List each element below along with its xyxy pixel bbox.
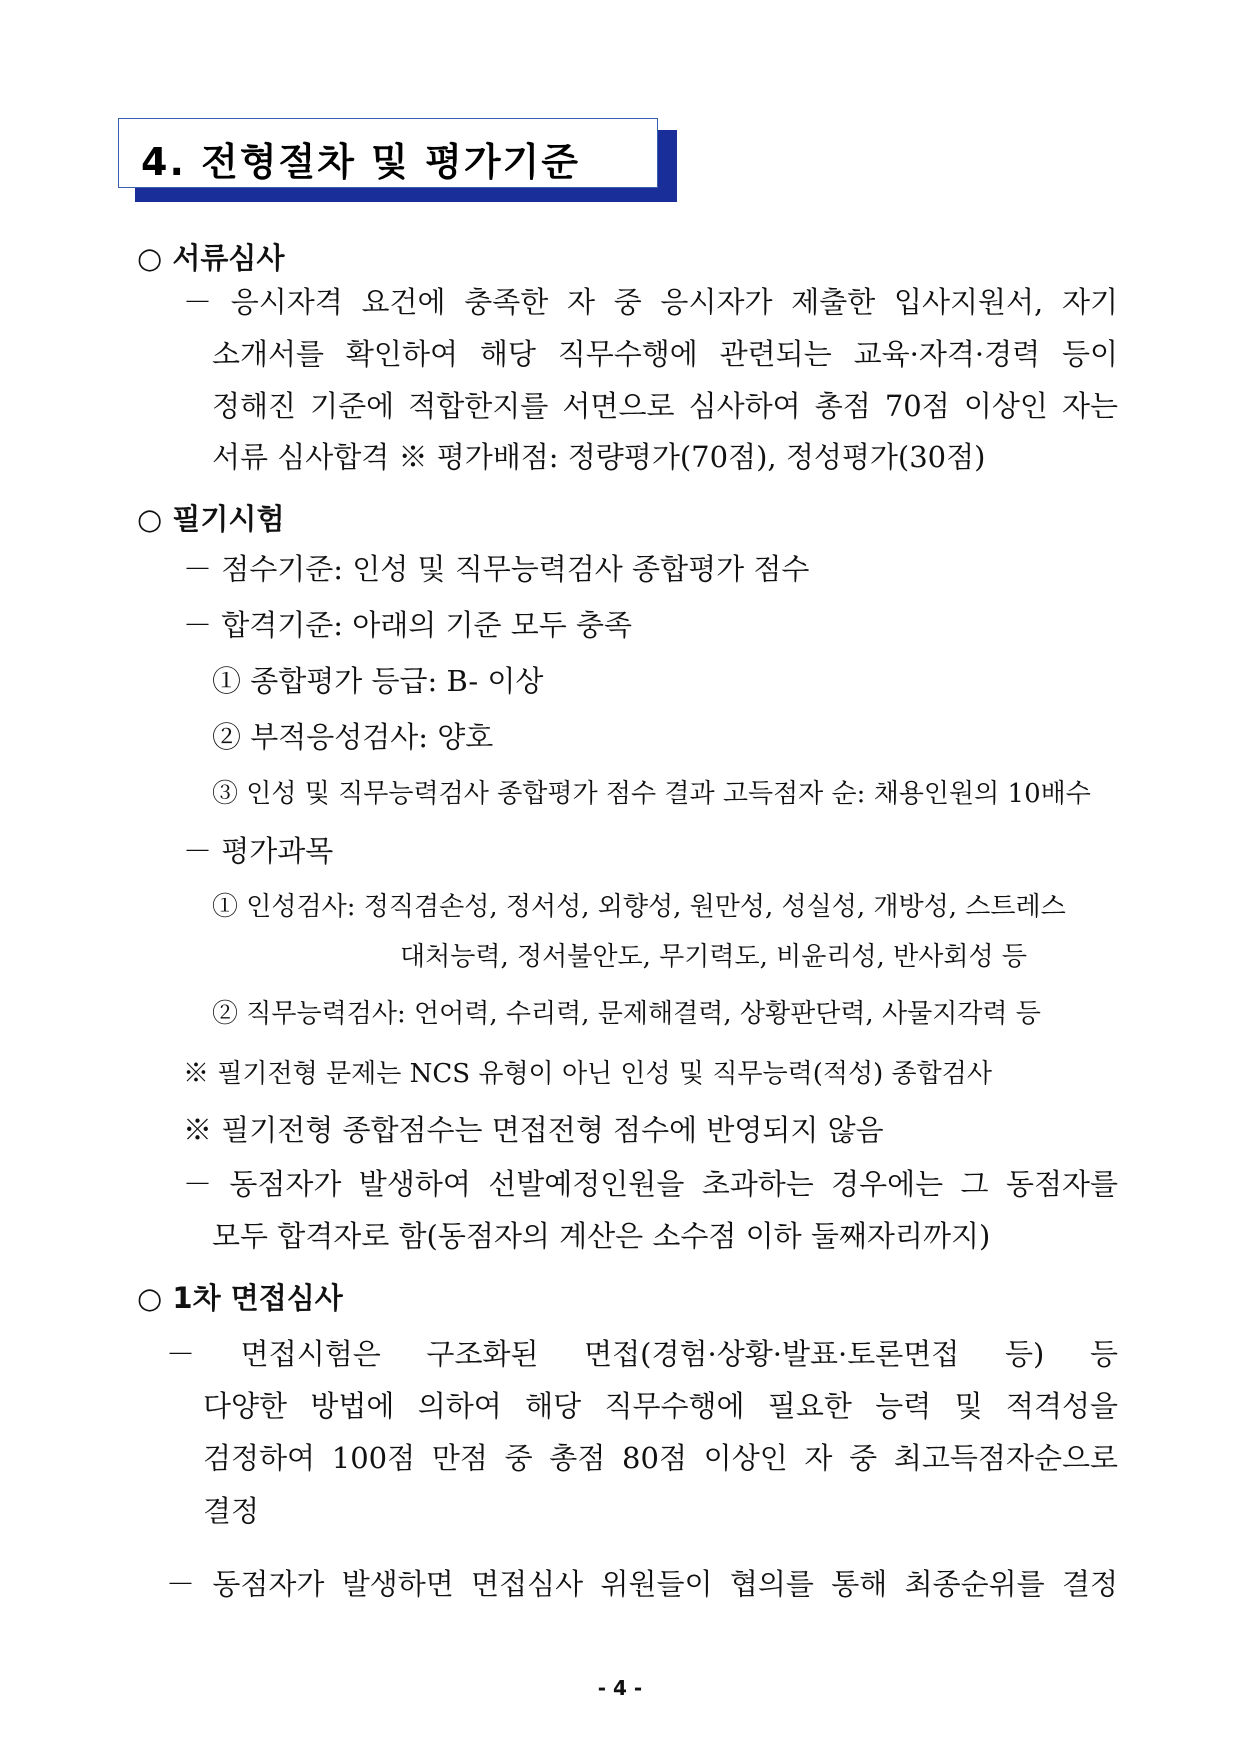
subject-job-ability: ② 직무능력검사: 언어력, 수리력, 문제해결력, 상황판단력, 사물지각력 등 — [212, 999, 1041, 1029]
note-score-not-reflected: ※ 필기전형 종합점수는 면접전형 점수에 반영되지 않음 — [183, 1113, 884, 1147]
heading-written-test: ○ 필기시험 — [137, 502, 285, 536]
tie-rule-line-1: － 동점자가 발생하여 선발예정인원을 초과하는 경우에는 그 동점자를 — [183, 1167, 1118, 1201]
interview-line-2: 다양한 방법에 의하여 해당 직무수행에 필요한 능력 및 적격성을 — [203, 1389, 1118, 1423]
subjects-label: － 평가과목 — [183, 834, 334, 868]
doc-review-line-3: 정해진 기준에 적합한지를 서면으로 심사하여 총점 70점 이상인 자는 — [212, 389, 1118, 423]
heading-interview: ○ 1차 면접심사 — [137, 1281, 343, 1315]
note-ncs: ※ 필기전형 문제는 NCS 유형이 아닌 인성 및 직무능력(적성) 종합검사 — [183, 1059, 993, 1089]
doc-review-line-1: － 응시자격 요건에 충족한 자 중 응시자가 제출한 입사지원서, 자기 — [183, 285, 1118, 319]
subject-personality-line-1: ① 인성검사: 정직겸손성, 정서성, 외향성, 원만성, 성실성, 개방성, 스트레스 — [212, 892, 1066, 922]
criteria-item-3: ③ 인성 및 직무능력검사 종합평가 점수 결과 고득점자 순: 채용인원의 10배수 — [212, 779, 1091, 809]
doc-review-line-2: 소개서를 확인하여 해당 직무수행에 관련되는 교육·자격·경력 등이 — [212, 337, 1118, 371]
heading-document-review: ○ 서류심사 — [137, 241, 285, 275]
interview-line-1: － 면접시험은 구조화된 면접(경험·상황·발표·토론면접 등) 등 — [166, 1337, 1118, 1371]
criteria-item-1: ① 종합평가 등급: B- 이상 — [212, 664, 544, 698]
subject-personality-line-2: 대처능력, 정서불안도, 무기력도, 비윤리성, 반사회성 등 — [400, 942, 1027, 972]
page-title: 4. 전형절차 및 평가기준 — [141, 140, 580, 184]
criteria-item-2: ② 부적응성검사: 양호 — [212, 720, 494, 754]
interview-line-3: 검정하여 100점 만점 중 총점 80점 이상인 자 중 최고득점자순으로 — [203, 1441, 1118, 1475]
page-number: - 4 - — [597, 1676, 643, 1700]
written-score-basis: － 점수기준: 인성 및 직무능력검사 종합평가 점수 — [183, 552, 810, 586]
section-title-box — [118, 118, 658, 188]
interview-line-4: 결정 — [203, 1494, 260, 1528]
written-pass-criteria: － 합격기준: 아래의 기준 모두 충족 — [183, 608, 633, 642]
tie-rule-line-2: 모두 합격자로 함(동점자의 계산은 소수점 이하 둘째자리까지) — [212, 1219, 991, 1253]
interview-tie-rule: － 동점자가 발생하면 면접심사 위원들이 협의를 통해 최종순위를 결정 — [166, 1567, 1118, 1601]
doc-review-line-4: 서류 심사합격 ※ 평가배점: 정량평가(70점), 정성평가(30점) — [212, 440, 986, 474]
